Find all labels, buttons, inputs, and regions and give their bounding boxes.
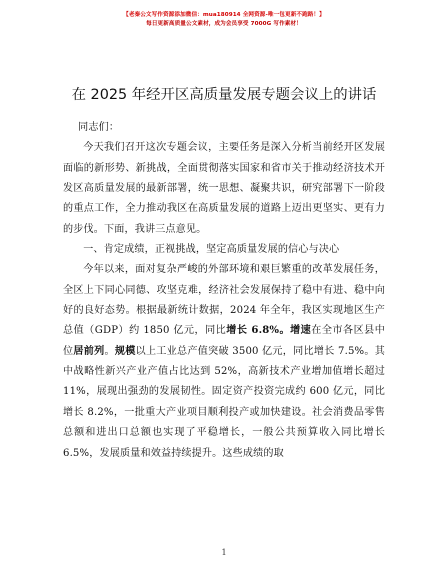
document-body <box>63 118 385 464</box>
bold-text: 居前列 <box>73 345 105 357</box>
paragraph-text: 在全市各区县中位 <box>63 325 386 357</box>
paragraph-text: 今年以来，面对复杂严峻的外部环境和艰巨繁重的改革发展任务，全区上下同心同德、攻坚克难，经济社会发展保持了稳中有进、稳中向好的良好态势。根据最新统计数据，2024 年全年，我区实现地区生产总值（GDP）约 1850 亿元，同比 <box>63 264 385 337</box>
section-heading-1: 一、肯定成绩，正视挑战，坚定高质量发展的信心与决心 <box>83 244 340 256</box>
document-title: 在 2025 年经开区高质量发展专题会议上的讲话 <box>71 87 377 103</box>
paragraph-text: 以上工业总产值突破 3500 亿元，同比增长 7.5%。其中战略性新兴产业产值占比达到 52%，高新技术产业增加值增长超过 11%，展现出强劲的发展韧性。固定资产投资完成约 600 亿元，同比增长 8.2%，一批重大产业项目顺利投产或加快建设。社会消费品零售总额和进出口总额也实现了平稳增长，一般公共预算收入同比增长 6.5%，发展质量和效益持续提升。这些成绩的取 <box>63 345 386 459</box>
body-paragraph-achievements <box>63 260 385 463</box>
promo-banner-line1: 【老秦公文写作资源添加微信：mua180914 全网资源-唯一包更新不跑路！】 <box>123 12 325 18</box>
page-number: 1 <box>221 548 227 557</box>
salutation: 同志们： <box>78 122 120 133</box>
body-paragraph-intro: 今天我们召开这次专题会议，主要任务是深入分析当前经开区发展面临的新形势、新挑战，全面贯彻落实国家和省市关于推动经济技术开发区高质量发展的最新部署，统一思想、凝聚共识，研究部署下一阶段的重点工作，全力推动我区在高质量发展的道路上迈出更坚实、更有力的步伐。下面，我讲三点意见。 <box>63 142 385 235</box>
promo-banner-line2: 每日更新高质量公文素材，成为会员享受 7000G 写作素材！ <box>146 21 302 27</box>
bold-text: 增长 6.8%。增速 <box>226 325 312 337</box>
paragraph-text: 。 <box>104 345 115 357</box>
promo-banner <box>0 11 448 29</box>
bold-text: 规模 <box>114 345 136 357</box>
